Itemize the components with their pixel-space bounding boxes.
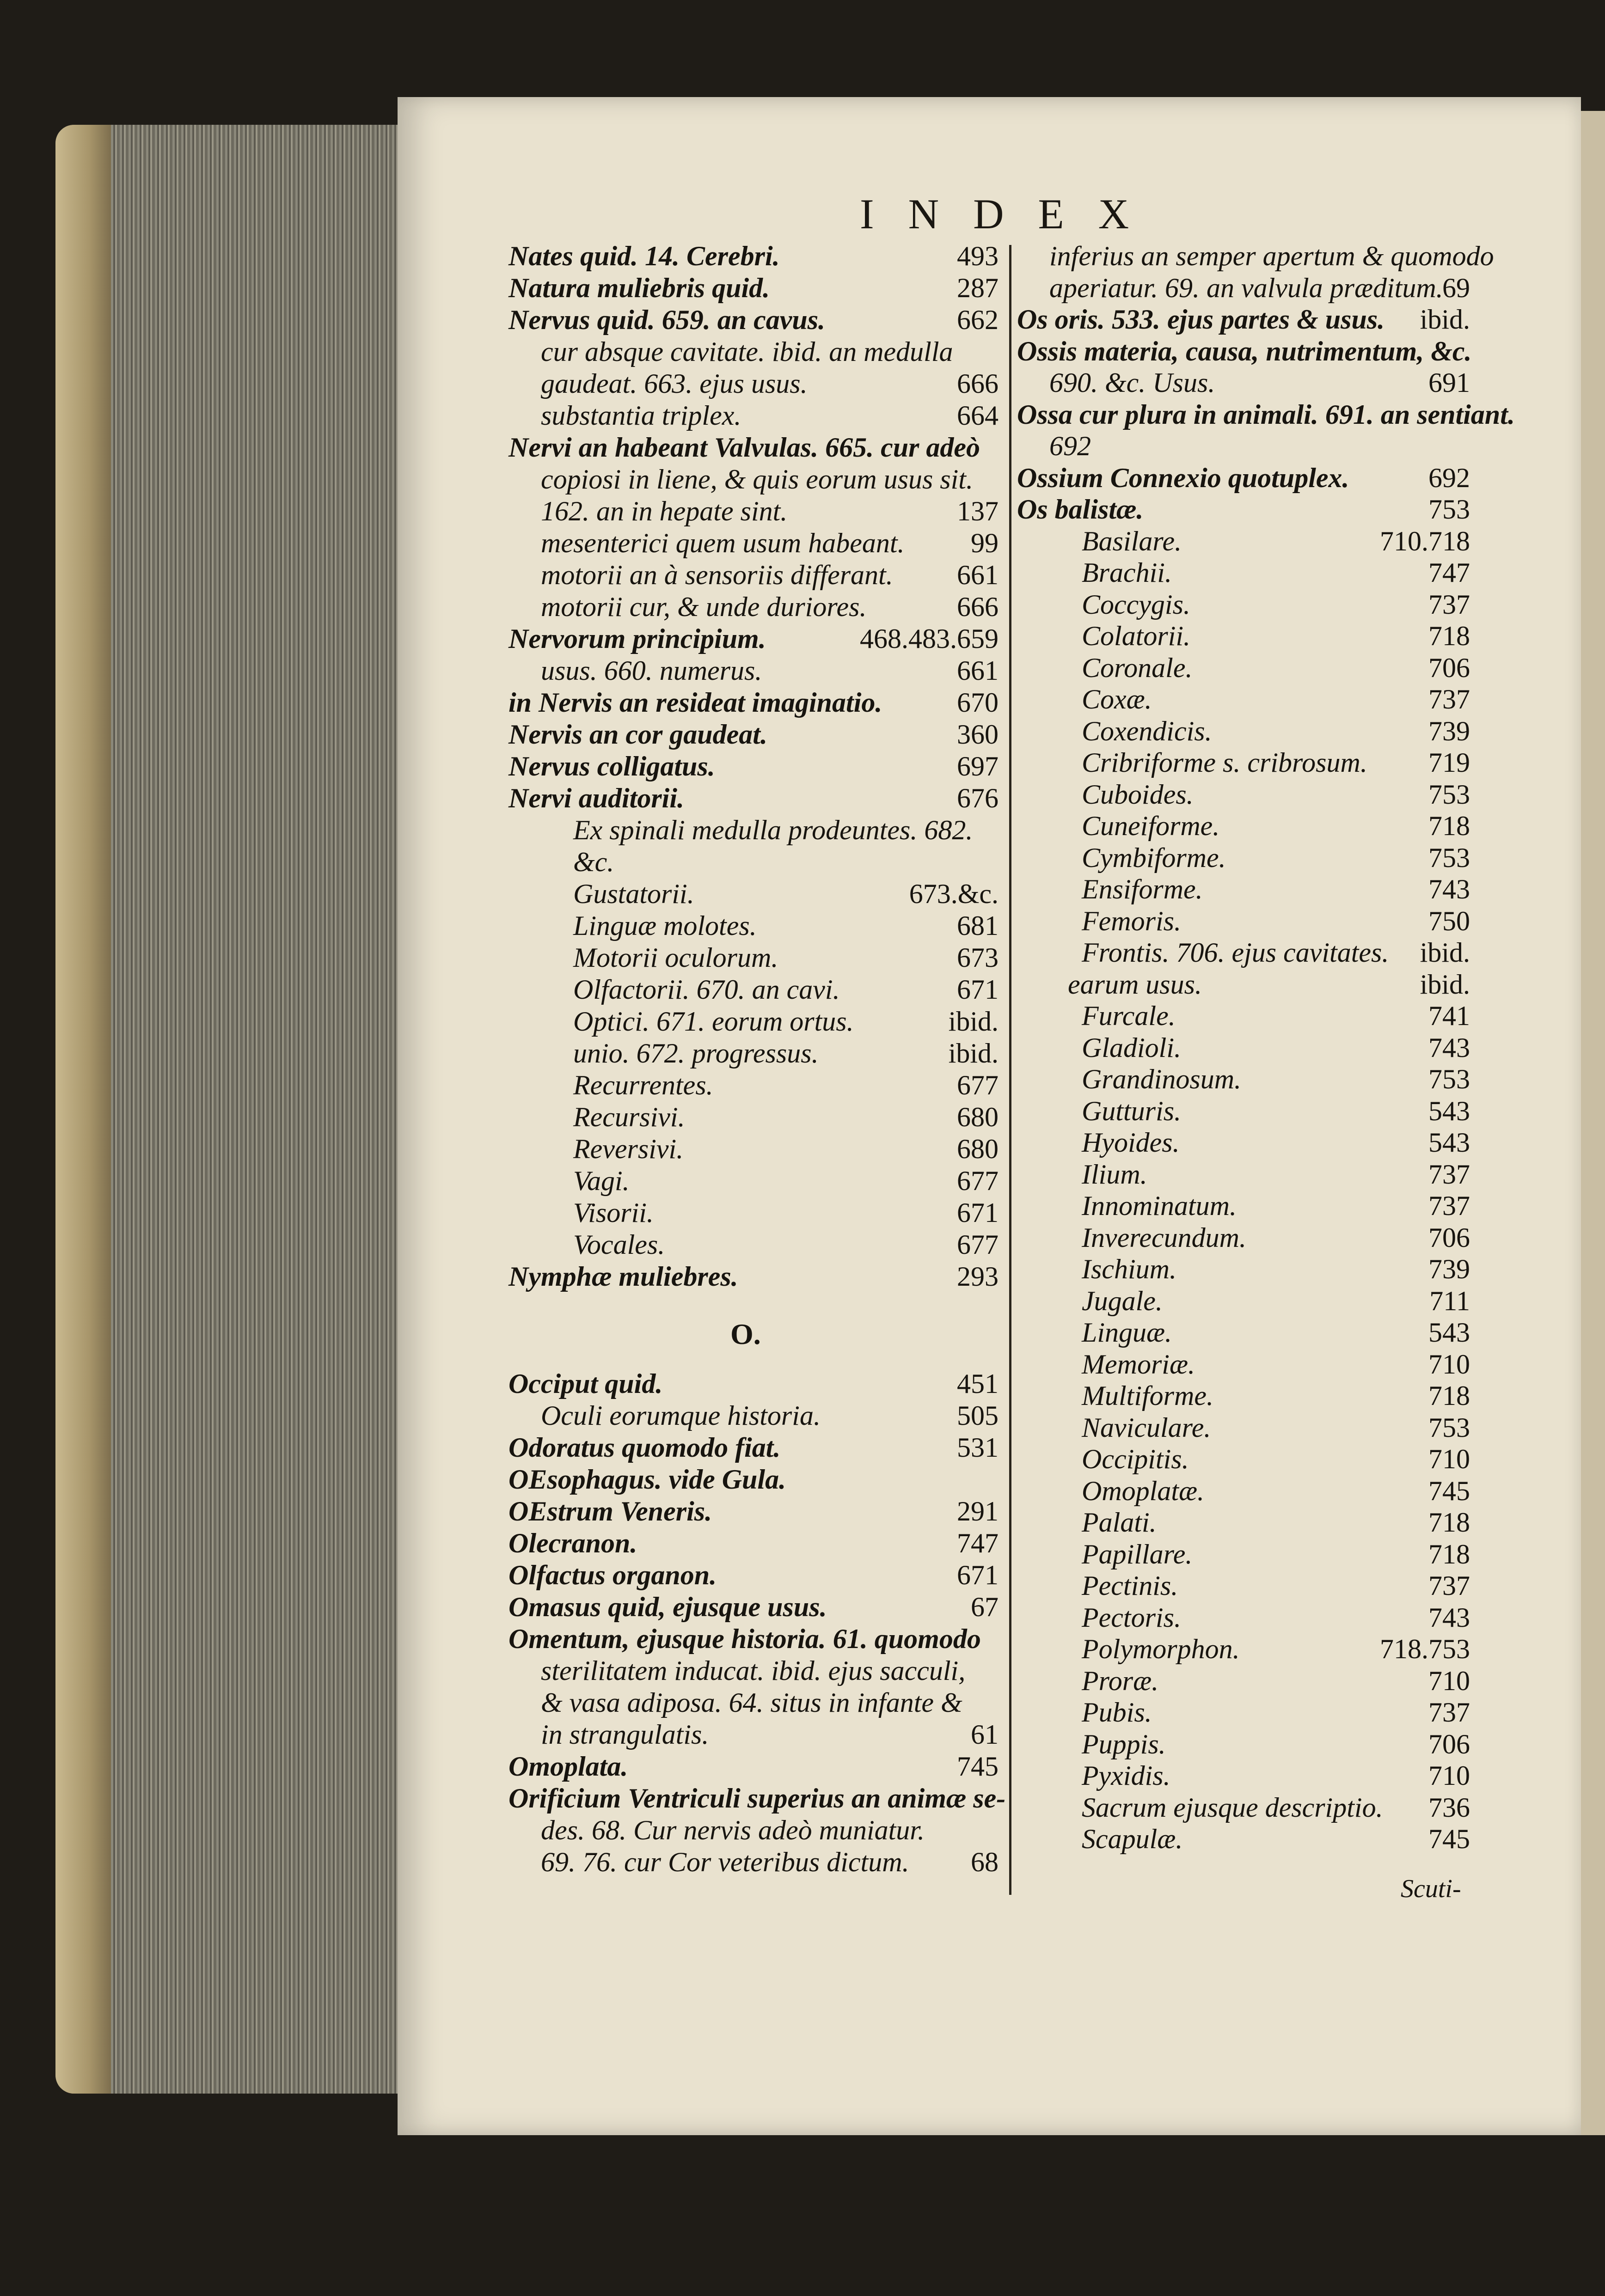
index-entry-text: Pyxidis. bbox=[1082, 1760, 1170, 1791]
index-entry bbox=[1017, 1095, 1470, 1127]
index-entry bbox=[508, 1751, 999, 1783]
index-entry-page: 718 bbox=[1428, 1380, 1470, 1411]
index-entry-page: 670 bbox=[957, 687, 999, 718]
index-entry bbox=[508, 1846, 999, 1878]
index-entry-page: 737 bbox=[1428, 1159, 1470, 1190]
index-entry-page: 743 bbox=[1428, 874, 1470, 904]
index-entry-text: Ossa cur plura in animali. 691. an sentiant. bbox=[1017, 399, 1515, 430]
index-entry-page: ibid. bbox=[948, 1006, 999, 1037]
index-entry bbox=[1017, 525, 1470, 557]
index-entry bbox=[508, 782, 999, 814]
index-entry bbox=[1017, 1285, 1470, 1317]
index-entry bbox=[1017, 1665, 1470, 1697]
index-entry bbox=[508, 751, 999, 782]
index-entry-page: 718 bbox=[1428, 1539, 1470, 1569]
index-entry-page: 680 bbox=[957, 1102, 999, 1132]
index-entry-text: Hyoides. bbox=[1082, 1127, 1180, 1158]
index-entry-text: Visorii. bbox=[573, 1197, 654, 1228]
index-entry-text: Omentum, ejusque historia. 61. quomodo bbox=[508, 1624, 981, 1654]
index-entry-page: 680 bbox=[957, 1134, 999, 1164]
index-entry bbox=[1017, 684, 1470, 715]
index-entry-text: Inverecundum. bbox=[1082, 1222, 1246, 1253]
index-entry-text: Polymorphon. bbox=[1082, 1634, 1240, 1664]
index-entry-text: Ossium Connexio quotuplex. bbox=[1017, 462, 1349, 493]
index-entry-page: ibid. bbox=[1420, 969, 1470, 1000]
index-entry-text: Cribriforme s. cribrosum. bbox=[1082, 747, 1367, 778]
index-entry-text: Nervi auditorii. bbox=[508, 783, 685, 813]
index-entry-text: 162. an in hepate sint. bbox=[541, 496, 788, 526]
index-entry bbox=[1017, 557, 1470, 589]
index-entry-text: Odoratus quomodo fiat. bbox=[508, 1432, 781, 1463]
index-entry-text: cur absque cavitate. ibid. an medulla bbox=[541, 336, 953, 367]
section-letter-o: O. bbox=[730, 1318, 761, 1350]
index-entry-page: 743 bbox=[1428, 1602, 1470, 1633]
index-entry-page: 710 bbox=[1428, 1444, 1470, 1474]
index-entry bbox=[508, 1261, 999, 1293]
index-entry bbox=[508, 1069, 999, 1101]
index-entry-text: earum usus. bbox=[1068, 969, 1202, 1000]
index-entry bbox=[508, 527, 999, 559]
index-entry-text: Olecranon. bbox=[508, 1528, 637, 1558]
index-entry-text: Motorii oculorum. bbox=[573, 942, 778, 973]
index-entry-page: 745 bbox=[1428, 1475, 1470, 1506]
index-entry bbox=[1017, 1792, 1470, 1824]
index-entry-page: 68 bbox=[971, 1847, 999, 1877]
index-entry bbox=[508, 1400, 999, 1432]
index-entry-page: 360 bbox=[957, 719, 999, 750]
index-entry bbox=[1017, 1633, 1470, 1665]
index-entry bbox=[508, 687, 999, 719]
index-entry-page: 737 bbox=[1428, 1697, 1470, 1728]
index-entry bbox=[508, 1527, 999, 1559]
index-entry-text: Nervi an habeant Valvulas. 665. cur adeò bbox=[508, 432, 980, 463]
index-entry-text: Omoplatæ. bbox=[1082, 1475, 1205, 1506]
index-entry bbox=[508, 1719, 999, 1751]
index-entry-text: Nervis an cor gaudeat. bbox=[508, 719, 767, 750]
index-entry-page: 67 bbox=[971, 1592, 999, 1622]
index-entry-text: Coxendicis. bbox=[1082, 715, 1212, 746]
catchword: Scuti- bbox=[1401, 1875, 1461, 1903]
index-entry-text: Ossis materia, causa, nutrimentum, &c. bbox=[1017, 336, 1472, 366]
index-entry-text: 692 bbox=[1049, 431, 1091, 461]
index-entry bbox=[1017, 905, 1470, 937]
index-entry-page: 291 bbox=[957, 1496, 999, 1527]
index-entry-text: usus. 660. numerus. bbox=[541, 655, 762, 686]
index-entry bbox=[508, 942, 999, 974]
index-entry-text: Colatorii. bbox=[1082, 621, 1191, 651]
index-entry bbox=[508, 878, 999, 910]
index-entry-page: 468.483.659 bbox=[860, 623, 999, 654]
index-entry bbox=[508, 1368, 999, 1400]
index-entry-page: 706 bbox=[1428, 1222, 1470, 1253]
index-entry bbox=[508, 304, 999, 336]
index-entry bbox=[1017, 1000, 1470, 1032]
index-entry bbox=[508, 559, 999, 591]
index-entry-text: Gladioli. bbox=[1082, 1032, 1182, 1063]
index-entry-text: Memoriæ. bbox=[1082, 1349, 1195, 1380]
index-entry-page: 737 bbox=[1428, 1570, 1470, 1601]
index-entry-page: 61 bbox=[971, 1719, 999, 1750]
right-index-column bbox=[1017, 240, 1515, 1855]
index-entry bbox=[1017, 1602, 1470, 1634]
index-entry bbox=[1017, 1570, 1470, 1602]
index-entry-text: Orificium Ventriculi superius an animæ se- bbox=[508, 1783, 1006, 1814]
index-entry-page: 718.753 bbox=[1380, 1634, 1470, 1664]
index-entry bbox=[1017, 620, 1470, 652]
index-entry bbox=[1017, 1190, 1470, 1222]
index-entry-page: 673.&c. bbox=[909, 879, 999, 909]
index-entry-page: ibid. bbox=[948, 1038, 999, 1069]
index-entry-text: Occiput quid. bbox=[508, 1368, 663, 1399]
index-entry-page: 673 bbox=[957, 942, 999, 973]
index-entry-text: des. 68. Cur nervis adeò muniatur. bbox=[541, 1815, 925, 1845]
index-entry-text: Sacrum ejusque descriptio. bbox=[1082, 1792, 1383, 1823]
left-index-column bbox=[508, 240, 999, 1293]
index-entry-page: 718 bbox=[1428, 811, 1470, 841]
index-entry bbox=[508, 1229, 999, 1261]
index-entry-page: 99 bbox=[971, 528, 999, 558]
index-entry bbox=[508, 1464, 999, 1496]
index-entry bbox=[508, 400, 999, 432]
index-entry bbox=[1017, 810, 1470, 842]
index-entry-text: Coxæ. bbox=[1082, 684, 1152, 714]
index-entry bbox=[508, 1197, 999, 1229]
index-entry-text: unio. 672. progressus. bbox=[573, 1038, 819, 1069]
index-entry-text: Grandinosum. bbox=[1082, 1064, 1242, 1094]
index-entry-page: 137 bbox=[957, 496, 999, 526]
index-entry-text: mesenterici quem usum habeant. bbox=[541, 528, 905, 558]
index-entry-text: 690. &c. Usus. bbox=[1049, 367, 1215, 398]
index-entry-text: Innominatum. bbox=[1082, 1191, 1237, 1221]
index-entry-text: Brachii. bbox=[1082, 557, 1172, 588]
index-entry bbox=[508, 1591, 999, 1623]
index-entry-text: gaudeat. 663. ejus usus. bbox=[541, 368, 808, 399]
index-entry bbox=[1017, 747, 1470, 779]
index-entry-text: Ischium. bbox=[1082, 1254, 1176, 1284]
index-entry-text: in Nervis an resideat imaginatio. bbox=[508, 687, 882, 718]
index-entry-page: 671 bbox=[957, 1197, 999, 1228]
index-entry-text: Omasus quid, ejusque usus. bbox=[508, 1592, 827, 1622]
index-entry bbox=[1017, 304, 1470, 336]
index-entry-page: 753 bbox=[1428, 779, 1470, 810]
index-entry bbox=[508, 974, 999, 1006]
page-header: INDEX bbox=[860, 190, 1164, 238]
index-entry-text: motorii an à sensoriis differant. bbox=[541, 560, 893, 590]
index-entry-page: 666 bbox=[957, 592, 999, 622]
index-entry-text: substantia triplex. bbox=[541, 400, 741, 431]
index-entry bbox=[1017, 1539, 1470, 1570]
index-entry-page: 739 bbox=[1428, 715, 1470, 746]
index-entry bbox=[1017, 494, 1470, 525]
index-entry-page: 666 bbox=[957, 368, 999, 399]
index-entry-text: Multiforme. bbox=[1082, 1380, 1213, 1411]
index-entry bbox=[508, 336, 999, 368]
index-entry bbox=[508, 1655, 999, 1687]
index-entry-page: 451 bbox=[957, 1368, 999, 1399]
index-entry-page: 543 bbox=[1428, 1127, 1470, 1158]
index-entry-text: Scapulæ. bbox=[1082, 1824, 1183, 1854]
index-entry-text: Femoris. bbox=[1082, 905, 1181, 936]
index-entry-text: Ilium. bbox=[1082, 1159, 1147, 1190]
index-entry-text: Optici. 671. eorum ortus. bbox=[573, 1006, 854, 1037]
index-entry bbox=[1017, 1349, 1470, 1380]
index-entry-page: 743 bbox=[1428, 1032, 1470, 1063]
index-entry-page: 692 bbox=[1428, 462, 1470, 493]
index-entry bbox=[508, 910, 999, 942]
index-entry-text: Os oris. 533. ejus partes & usus. bbox=[1017, 304, 1385, 335]
index-entry-page: 737 bbox=[1428, 1191, 1470, 1221]
index-entry bbox=[1017, 937, 1470, 969]
index-entry-page: 287 bbox=[957, 273, 999, 303]
index-entry-page: 706 bbox=[1428, 1728, 1470, 1759]
index-entry bbox=[508, 1165, 999, 1197]
index-entry bbox=[1017, 1697, 1470, 1728]
book-spine bbox=[55, 125, 111, 2094]
index-entry-text: Furcale. bbox=[1082, 1001, 1176, 1031]
index-entry-page: ibid. bbox=[1420, 937, 1470, 968]
index-entry-text: Coccygis. bbox=[1082, 589, 1190, 620]
index-entry bbox=[508, 623, 999, 655]
index-entry-text: Omoplata. bbox=[508, 1751, 628, 1782]
column-divider bbox=[1009, 245, 1011, 1895]
index-entry-text: copiosi in liene, & quis eorum usus sit. bbox=[541, 464, 973, 495]
index-entry bbox=[1017, 336, 1470, 367]
index-entry-page: 710 bbox=[1428, 1665, 1470, 1696]
index-entry bbox=[1017, 430, 1470, 462]
index-entry-page: 745 bbox=[957, 1751, 999, 1782]
index-entry bbox=[1017, 652, 1470, 684]
index-entry-page: 671 bbox=[957, 1560, 999, 1590]
index-entry bbox=[1017, 779, 1470, 811]
index-entry-text: Nymphæ muliebres. bbox=[508, 1261, 738, 1292]
index-entry bbox=[1017, 1127, 1470, 1159]
index-entry bbox=[1017, 399, 1515, 431]
index-entry bbox=[508, 1623, 999, 1655]
index-entry-page: 745 bbox=[1428, 1824, 1470, 1854]
index-entry bbox=[508, 1133, 999, 1165]
index-entry-page: 719 bbox=[1428, 747, 1470, 778]
index-entry bbox=[508, 1038, 999, 1069]
index-entry-page: 661 bbox=[957, 560, 999, 590]
index-entry-text: Recurrentes. bbox=[573, 1070, 713, 1100]
index-entry bbox=[508, 1006, 999, 1038]
index-entry-page: 691 bbox=[1428, 367, 1470, 398]
index-entry-text: Nervus quid. 659. an cavus. bbox=[508, 305, 826, 335]
index-entry-text: Olfactus organon. bbox=[508, 1560, 717, 1590]
index-entry-text: Olfactorii. 670. an cavi. bbox=[573, 974, 840, 1005]
index-entry bbox=[1017, 1475, 1470, 1507]
index-entry-page: 747 bbox=[1428, 557, 1470, 588]
index-entry-page: 293 bbox=[957, 1261, 999, 1292]
index-entry bbox=[508, 591, 999, 623]
left-index-column-o bbox=[508, 1368, 1006, 1878]
index-entry-text: Occipitis. bbox=[1082, 1444, 1189, 1474]
index-entry-page: 697 bbox=[957, 751, 999, 782]
index-entry-text: Pubis. bbox=[1082, 1697, 1152, 1728]
index-entry-text: Os balistæ. bbox=[1017, 494, 1144, 525]
index-entry-page: 664 bbox=[957, 400, 999, 431]
index-entry-page: 718 bbox=[1428, 621, 1470, 651]
index-entry-page: 69 bbox=[1442, 272, 1470, 303]
index-entry bbox=[508, 1432, 999, 1464]
index-entry bbox=[508, 1687, 999, 1719]
index-entry-page: 493 bbox=[957, 241, 999, 271]
index-entry-text: Vagi. bbox=[573, 1166, 630, 1196]
index-entry bbox=[1017, 1412, 1470, 1444]
index-entry-text: OEstrum Veneris. bbox=[508, 1496, 712, 1527]
index-entry-text: in strangulatis. bbox=[541, 1719, 709, 1750]
index-entry bbox=[508, 1496, 999, 1527]
index-entry bbox=[508, 846, 999, 878]
index-entry-page: 718 bbox=[1428, 1507, 1470, 1538]
index-entry-page: 739 bbox=[1428, 1254, 1470, 1284]
index-entry-page: 741 bbox=[1428, 1001, 1470, 1031]
index-entry-text: Cuboides. bbox=[1082, 779, 1194, 810]
index-entry-text: Gutturis. bbox=[1082, 1095, 1182, 1126]
index-entry bbox=[1017, 1063, 1470, 1095]
index-entry-page: 753 bbox=[1428, 1412, 1470, 1443]
index-entry-page: 711 bbox=[1429, 1285, 1470, 1316]
index-entry bbox=[508, 240, 999, 272]
index-entry-page: ibid. bbox=[1420, 304, 1470, 335]
index-entry-text: Proræ. bbox=[1082, 1665, 1159, 1696]
index-entry-text: Nervus colligatus. bbox=[508, 751, 715, 782]
index-entry bbox=[1017, 1317, 1470, 1349]
index-entry bbox=[1017, 1253, 1470, 1285]
index-entry-page: 531 bbox=[957, 1432, 999, 1463]
index-entry-text: Puppis. bbox=[1082, 1728, 1166, 1759]
index-entry-page: 737 bbox=[1428, 589, 1470, 620]
index-entry bbox=[1017, 1380, 1470, 1412]
index-entry-page: 710 bbox=[1428, 1349, 1470, 1380]
index-entry bbox=[508, 272, 999, 304]
index-entry-text: Frontis. 706. ejus cavitates. bbox=[1082, 937, 1389, 968]
index-entry-text: Cuneiforme. bbox=[1082, 811, 1220, 841]
index-entry-text: Naviculare. bbox=[1082, 1412, 1211, 1443]
index-entry-text: inferius an semper apertum & quomodo bbox=[1049, 241, 1494, 271]
index-entry bbox=[1017, 1222, 1470, 1254]
index-entry-text: Ex spinali medulla prodeuntes. 682. bbox=[573, 815, 973, 845]
index-entry-page: 676 bbox=[957, 783, 999, 813]
index-entry-text: Reversivi. bbox=[573, 1134, 684, 1164]
index-entry bbox=[508, 464, 999, 495]
index-entry-text: Linguæ molotes. bbox=[573, 910, 757, 941]
index-entry bbox=[508, 1783, 1006, 1814]
index-entry bbox=[1017, 1823, 1470, 1855]
index-entry-page: 710 bbox=[1428, 1760, 1470, 1791]
index-entry bbox=[1017, 842, 1470, 874]
index-entry-text: Natura muliebris quid. bbox=[508, 273, 770, 303]
index-entry bbox=[1017, 1728, 1470, 1760]
index-entry-page: 747 bbox=[957, 1528, 999, 1558]
index-entry bbox=[1017, 873, 1470, 905]
index-entry bbox=[508, 1559, 999, 1591]
index-entry-page: 753 bbox=[1428, 842, 1470, 873]
index-entry-text: Coronale. bbox=[1082, 652, 1193, 683]
index-entry-text: Cymbiforme. bbox=[1082, 842, 1226, 873]
index-entry-text: Gustatorii. bbox=[573, 879, 694, 909]
index-entry-page: 662 bbox=[957, 305, 999, 335]
index-entry-text: Linguæ. bbox=[1082, 1317, 1172, 1348]
index-entry-text: Nates quid. 14. Cerebri. bbox=[508, 241, 780, 271]
index-entry bbox=[1017, 1507, 1470, 1539]
index-entry-text: Nervorum principium. bbox=[508, 623, 766, 654]
index-entry-text: Vocales. bbox=[573, 1229, 665, 1260]
index-entry bbox=[508, 1814, 999, 1846]
index-entry-page: 543 bbox=[1428, 1317, 1470, 1348]
index-entry bbox=[1017, 462, 1470, 494]
index-entry-page: 671 bbox=[957, 974, 999, 1005]
index-entry-text: Recursivi. bbox=[573, 1102, 685, 1132]
index-entry-page: 677 bbox=[957, 1229, 999, 1260]
index-entry-page: 661 bbox=[957, 655, 999, 686]
index-entry bbox=[508, 1101, 999, 1133]
index-entry-page: 736 bbox=[1428, 1792, 1470, 1823]
index-entry bbox=[1017, 240, 1494, 272]
index-entry bbox=[508, 368, 999, 400]
index-entry-page: 677 bbox=[957, 1166, 999, 1196]
index-entry-page: 750 bbox=[1428, 905, 1470, 936]
index-entry-text: &c. bbox=[573, 847, 614, 877]
index-entry bbox=[1017, 1760, 1470, 1792]
index-entry bbox=[508, 814, 999, 846]
index-entry bbox=[1017, 1032, 1470, 1064]
index-entry bbox=[1017, 589, 1470, 621]
index-entry-text: sterilitatem inducat. ibid. ejus sacculi, bbox=[541, 1655, 966, 1686]
index-entry-text: aperiatur. 69. an valvula præditum. bbox=[1049, 272, 1443, 303]
index-entry-text: Palati. bbox=[1082, 1507, 1157, 1538]
index-entry-page: 505 bbox=[957, 1400, 999, 1431]
index-entry-text: Pectoris. bbox=[1082, 1602, 1181, 1633]
index-entry-page: 737 bbox=[1428, 684, 1470, 714]
index-entry-page: 753 bbox=[1428, 1064, 1470, 1094]
index-entry-text: Oculi eorumque historia. bbox=[541, 1400, 821, 1431]
index-entry-page: 710.718 bbox=[1380, 525, 1470, 556]
index-entry bbox=[508, 655, 999, 687]
index-entry-text: Jugale. bbox=[1082, 1285, 1163, 1316]
index-entry-text: motorii cur, & unde duriores. bbox=[541, 592, 867, 622]
index-entry-text: OEsophagus. vide Gula. bbox=[508, 1464, 786, 1495]
index-entry bbox=[1017, 272, 1470, 304]
index-entry-page: 706 bbox=[1428, 652, 1470, 683]
index-entry bbox=[1017, 367, 1470, 399]
index-entry-text: Ensiforme. bbox=[1082, 874, 1203, 904]
index-entry bbox=[1017, 1443, 1470, 1475]
index-entry bbox=[1017, 969, 1470, 1001]
index-entry bbox=[508, 719, 999, 751]
index-entry-text: Basilare. bbox=[1082, 525, 1182, 556]
index-entry-text: Pectinis. bbox=[1082, 1570, 1178, 1601]
index-entry-text: & vasa adiposa. 64. situs in infante & bbox=[541, 1687, 962, 1718]
index-entry bbox=[508, 432, 999, 464]
index-entry bbox=[1017, 1159, 1470, 1191]
index-entry-text: 69. 76. cur Cor veteribus dictum. bbox=[541, 1847, 909, 1877]
index-entry bbox=[508, 495, 999, 527]
index-entry bbox=[1017, 715, 1470, 747]
index-entry-text: Papillare. bbox=[1082, 1539, 1193, 1569]
index-entry-page: 681 bbox=[957, 910, 999, 941]
index-entry-page: 543 bbox=[1428, 1095, 1470, 1126]
index-entry-page: 677 bbox=[957, 1070, 999, 1100]
index-entry-page: 753 bbox=[1428, 494, 1470, 525]
